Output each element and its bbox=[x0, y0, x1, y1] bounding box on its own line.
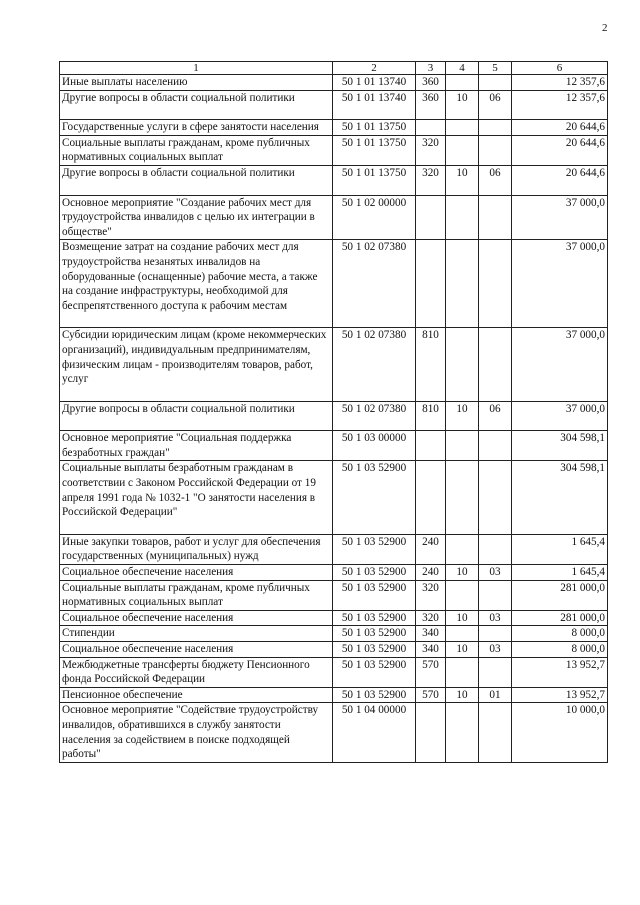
row-code: 50 1 01 13740 bbox=[333, 90, 416, 120]
table-row bbox=[60, 401, 608, 431]
row-section bbox=[446, 328, 479, 401]
row-section bbox=[446, 431, 479, 461]
row-subsection: 03 bbox=[479, 565, 512, 581]
row-name: Социальное обеспечение населения bbox=[60, 565, 333, 581]
row-name: Социальные выплаты гражданам, кроме публичных нормативных социальных выплат bbox=[60, 135, 333, 165]
row-section bbox=[446, 534, 479, 564]
table-row bbox=[60, 240, 608, 328]
row-expense-type bbox=[416, 240, 446, 328]
row-code: 50 1 01 13750 bbox=[333, 165, 416, 195]
row-expense-type bbox=[416, 195, 446, 240]
row-expense-type: 810 bbox=[416, 401, 446, 431]
row-expense-type: 240 bbox=[416, 534, 446, 564]
row-code: 50 1 03 52900 bbox=[333, 534, 416, 564]
row-expense-type: 340 bbox=[416, 642, 446, 658]
row-subsection bbox=[479, 580, 512, 610]
row-code: 50 1 01 13750 bbox=[333, 135, 416, 165]
column-header: 2 bbox=[333, 62, 416, 75]
row-amount: 37 000,0 bbox=[512, 195, 608, 240]
table-row bbox=[60, 90, 608, 120]
row-code: 50 1 03 52900 bbox=[333, 642, 416, 658]
row-name: Стипендии bbox=[60, 626, 333, 642]
row-code: 50 1 02 07380 bbox=[333, 328, 416, 401]
table-header bbox=[60, 62, 608, 75]
row-amount: 37 000,0 bbox=[512, 401, 608, 431]
table-row bbox=[60, 165, 608, 195]
column-header: 5 bbox=[479, 62, 512, 75]
row-expense-type: 570 bbox=[416, 687, 446, 703]
row-subsection bbox=[479, 534, 512, 564]
row-code: 50 1 03 52900 bbox=[333, 580, 416, 610]
row-expense-type: 320 bbox=[416, 580, 446, 610]
row-name: Социальные выплаты гражданам, кроме публичных нормативных социальных выплат bbox=[60, 580, 333, 610]
row-name: Основное мероприятие "Создание рабочих мест для трудоустройства инвалидов с целью их интеграции в обществе" bbox=[60, 195, 333, 240]
row-subsection bbox=[479, 703, 512, 762]
row-subsection bbox=[479, 120, 512, 136]
row-section: 10 bbox=[446, 90, 479, 120]
row-section bbox=[446, 240, 479, 328]
row-name: Основное мероприятие "Содействие трудоустройству инвалидов, обратившихся в службу занятости населения за содействием в поиске подходящей работы" bbox=[60, 703, 333, 762]
row-subsection bbox=[479, 75, 512, 91]
row-expense-type: 320 bbox=[416, 165, 446, 195]
table-body bbox=[60, 75, 608, 763]
row-amount: 8 000,0 bbox=[512, 626, 608, 642]
row-code: 50 1 02 07380 bbox=[333, 401, 416, 431]
column-header: 3 bbox=[416, 62, 446, 75]
row-amount: 1 645,4 bbox=[512, 565, 608, 581]
table-row bbox=[60, 580, 608, 610]
row-amount: 20 644,6 bbox=[512, 165, 608, 195]
row-code: 50 1 03 00000 bbox=[333, 431, 416, 461]
row-subsection bbox=[479, 461, 512, 534]
row-section: 10 bbox=[446, 565, 479, 581]
row-amount: 304 598,1 bbox=[512, 431, 608, 461]
table-row bbox=[60, 534, 608, 564]
row-section bbox=[446, 657, 479, 687]
row-code: 50 1 01 13750 bbox=[333, 120, 416, 136]
row-name: Межбюджетные трансферты бюджету Пенсионного фонда Российской Федерации bbox=[60, 657, 333, 687]
row-subsection: 06 bbox=[479, 165, 512, 195]
row-subsection: 01 bbox=[479, 687, 512, 703]
row-amount: 13 952,7 bbox=[512, 687, 608, 703]
column-header: 4 bbox=[446, 62, 479, 75]
row-name: Иные выплаты населению bbox=[60, 75, 333, 91]
row-name: Другие вопросы в области социальной политики bbox=[60, 165, 333, 195]
row-name: Социальное обеспечение населения bbox=[60, 610, 333, 626]
row-name: Социальные выплаты безработным гражданам в соответствии с Законом Российской Федерации от 19 апреля 1991 года № 1032-1 "О занятости населения в Российской Федерации" bbox=[60, 461, 333, 534]
row-subsection: 06 bbox=[479, 401, 512, 431]
row-expense-type: 360 bbox=[416, 90, 446, 120]
row-code: 50 1 03 52900 bbox=[333, 565, 416, 581]
row-section bbox=[446, 626, 479, 642]
row-subsection bbox=[479, 328, 512, 401]
row-name: Возмещение затрат на создание рабочих мест для трудоустройства незанятых инвалидов на оборудованные (оснащенные) рабочие места, а также на создание инфраструктуры, необходимой для беспрепятственного доступа к рабочим местам bbox=[60, 240, 333, 328]
row-amount: 12 357,6 bbox=[512, 75, 608, 91]
row-name: Основное мероприятие "Социальная поддержка безработных граждан" bbox=[60, 431, 333, 461]
row-section bbox=[446, 195, 479, 240]
row-section: 10 bbox=[446, 401, 479, 431]
row-name: Государственные услуги в сфере занятости населения bbox=[60, 120, 333, 136]
row-amount: 13 952,7 bbox=[512, 657, 608, 687]
row-expense-type bbox=[416, 120, 446, 136]
row-amount: 1 645,4 bbox=[512, 534, 608, 564]
table-row bbox=[60, 120, 608, 136]
row-section bbox=[446, 120, 479, 136]
row-code: 50 1 03 52900 bbox=[333, 687, 416, 703]
row-subsection bbox=[479, 240, 512, 328]
row-subsection bbox=[479, 135, 512, 165]
row-section bbox=[446, 135, 479, 165]
row-expense-type bbox=[416, 431, 446, 461]
row-amount: 8 000,0 bbox=[512, 642, 608, 658]
row-expense-type: 340 bbox=[416, 626, 446, 642]
row-name: Субсидии юридическим лицам (кроме некоммерческих организаций), индивидуальным предпринимателям, физическим лицам - производителям товаров, работ, услуг bbox=[60, 328, 333, 401]
row-subsection bbox=[479, 657, 512, 687]
row-name: Социальное обеспечение населения bbox=[60, 642, 333, 658]
row-code: 50 1 04 00000 bbox=[333, 703, 416, 762]
row-code: 50 1 02 00000 bbox=[333, 195, 416, 240]
row-subsection: 06 bbox=[479, 90, 512, 120]
row-amount: 10 000,0 bbox=[512, 703, 608, 762]
table-row bbox=[60, 657, 608, 687]
row-code: 50 1 03 52900 bbox=[333, 657, 416, 687]
row-name: Другие вопросы в области социальной политики bbox=[60, 90, 333, 120]
row-subsection: 03 bbox=[479, 610, 512, 626]
table-row bbox=[60, 195, 608, 240]
table-row bbox=[60, 461, 608, 534]
row-amount: 20 644,6 bbox=[512, 120, 608, 136]
row-amount: 304 598,1 bbox=[512, 461, 608, 534]
table-row bbox=[60, 431, 608, 461]
row-code: 50 1 02 07380 bbox=[333, 240, 416, 328]
column-header: 6 bbox=[512, 62, 608, 75]
row-amount: 37 000,0 bbox=[512, 240, 608, 328]
budget-table bbox=[59, 61, 608, 763]
row-section: 10 bbox=[446, 687, 479, 703]
row-subsection bbox=[479, 195, 512, 240]
row-amount: 281 000,0 bbox=[512, 610, 608, 626]
table-row bbox=[60, 687, 608, 703]
row-amount: 37 000,0 bbox=[512, 328, 608, 401]
row-expense-type: 320 bbox=[416, 135, 446, 165]
table-row bbox=[60, 565, 608, 581]
row-section: 10 bbox=[446, 610, 479, 626]
row-code: 50 1 03 52900 bbox=[333, 461, 416, 534]
table-row bbox=[60, 75, 608, 91]
row-code: 50 1 03 52900 bbox=[333, 626, 416, 642]
page-number: 2 bbox=[602, 22, 608, 34]
row-code: 50 1 01 13740 bbox=[333, 75, 416, 91]
row-expense-type: 570 bbox=[416, 657, 446, 687]
row-section bbox=[446, 461, 479, 534]
column-header: 1 bbox=[60, 62, 333, 75]
row-section: 10 bbox=[446, 165, 479, 195]
row-section bbox=[446, 580, 479, 610]
row-code: 50 1 03 52900 bbox=[333, 610, 416, 626]
row-subsection: 03 bbox=[479, 642, 512, 658]
row-section bbox=[446, 703, 479, 762]
row-expense-type bbox=[416, 703, 446, 762]
table-row bbox=[60, 135, 608, 165]
table-row bbox=[60, 626, 608, 642]
row-amount: 281 000,0 bbox=[512, 580, 608, 610]
row-expense-type: 240 bbox=[416, 565, 446, 581]
row-expense-type bbox=[416, 461, 446, 534]
table-row bbox=[60, 703, 608, 762]
row-expense-type: 360 bbox=[416, 75, 446, 91]
row-amount: 12 357,6 bbox=[512, 90, 608, 120]
row-section: 10 bbox=[446, 642, 479, 658]
row-amount: 20 644,6 bbox=[512, 135, 608, 165]
row-subsection bbox=[479, 626, 512, 642]
row-name: Пенсионное обеспечение bbox=[60, 687, 333, 703]
row-name: Иные закупки товаров, работ и услуг для обеспечения государственных (муниципальных) нужд bbox=[60, 534, 333, 564]
row-section bbox=[446, 75, 479, 91]
table-row bbox=[60, 328, 608, 401]
row-expense-type: 320 bbox=[416, 610, 446, 626]
table-row bbox=[60, 642, 608, 658]
row-expense-type: 810 bbox=[416, 328, 446, 401]
row-name: Другие вопросы в области социальной политики bbox=[60, 401, 333, 431]
table-row bbox=[60, 610, 608, 626]
row-subsection bbox=[479, 431, 512, 461]
